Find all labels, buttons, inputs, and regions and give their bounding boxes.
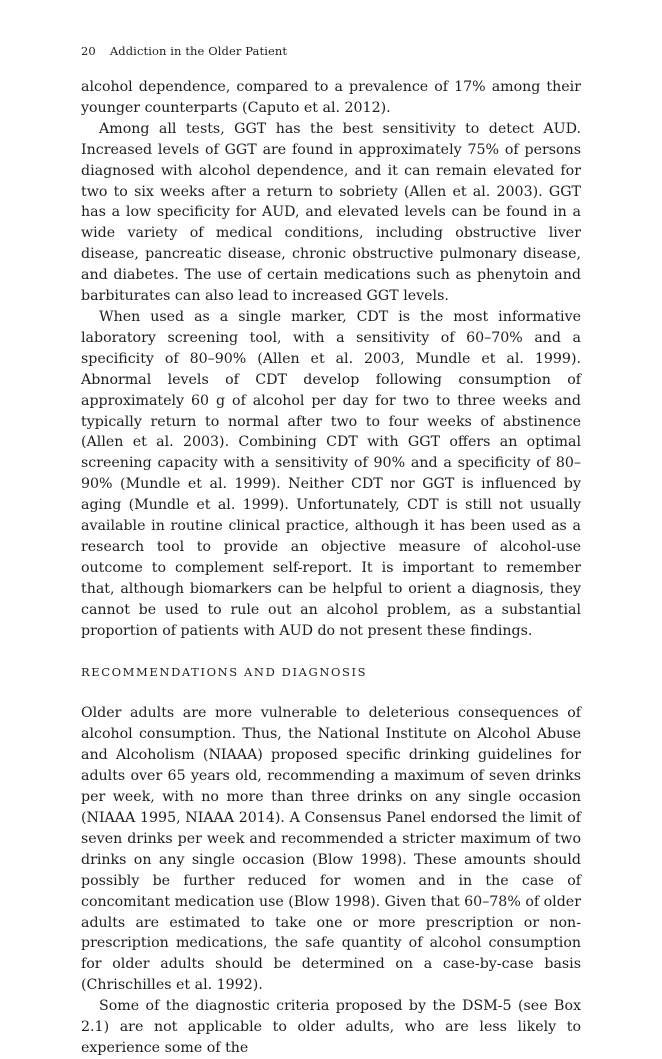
paragraph-cdt: When used as a single marker, CDT is the most informative laboratory screening tool, with a sensitivity of 60–70% and a specificity of 80–90% (Allen et al. 2003, Mundle et al. 1999). Abnormal levels of CDT develop following consumption of approximately 60 g of alcohol per day for two to three weeks and typically return to normal after two to four weeks of abstinence (Allen et al. 2003). Combining CDT with GGT offers an optimal screening capacity with a sensitivity of 90% and a specificity of 80–90% (Mundle et al. 1999). Neither CDT nor GGT is influenced by aging (Mundle et al. 1999). Unfortunately, CDT is still not usually available in routine clinical practice, although it has been used as a research tool to provide an objective measure of alcohol-use outcome to complement self-report. It is important to remember that, although biomarkers can be helpful to orient a diagnosis, they cannot be used to rule out an alcohol problem, as a substantial proportion of patients with AUD do not present these findings. bbox=[81, 308, 581, 639]
section-heading: RECOMMENDATIONS AND DIAGNOSIS bbox=[81, 665, 368, 680]
paragraph-ggt: Among all tests, GGT has the best sensitivity to detect AUD. Increased levels of GGT are found in approximately 75% of persons diagnosed with alcohol dependence, and it can remain elevated for two to six weeks after a return to sobriety (Allen et al. 2003). GGT has a low specificity for AUD, and elevated levels can be found in a wide variety of medical conditions, including obstructive liver disease, pancreatic disease, chronic obstructive pulmonary disease, and diabetes. The use of certain medications such as phenytoin and barbiturates can also lead to increased GGT levels. bbox=[81, 120, 581, 305]
paragraph-guidelines: Older adults are more vulnerable to deleterious consequences of alcohol consumption. Thus, the National Institute on Alcohol Abuse and Alcoholism (NIAAA) proposed specific drinking guidelines for adults over 65 years old, recommending a maximum of seven drinks per week, with no more than three drinks on any single occasion (NIAAA 1995, NIAAA 2014). A Consensus Panel endorsed the limit of seven drinks per week and recommended a stricter maximum of two drinks on any single occasion (Blow 1998). These amounts should possibly be further reduced for women and in the case of concomitant medication use (Blow 1998). Given that 60–78% of older adults are estimated to take one or more prescription or non-prescription medications, the safe quantity of alcohol consumption for older adults should be determined on a case-by-case basis (Chrischilles et al. 1992). bbox=[81, 705, 581, 994]
paragraph-continuation: alcohol dependence, compared to a prevalence of 17% among their younger counterparts (Caputo et al. 2012). bbox=[81, 79, 581, 116]
body-text bbox=[81, 77, 581, 1059]
paragraph-dsm5: Some of the diagnostic criteria proposed by the DSM-5 (see Box 2.1) are not applicable to older adults, who are less likely to experience some of the bbox=[81, 998, 581, 1056]
page-number: 20 bbox=[81, 44, 96, 58]
running-head-title: Addiction in the Older Patient bbox=[109, 44, 288, 58]
running-head bbox=[81, 44, 287, 58]
